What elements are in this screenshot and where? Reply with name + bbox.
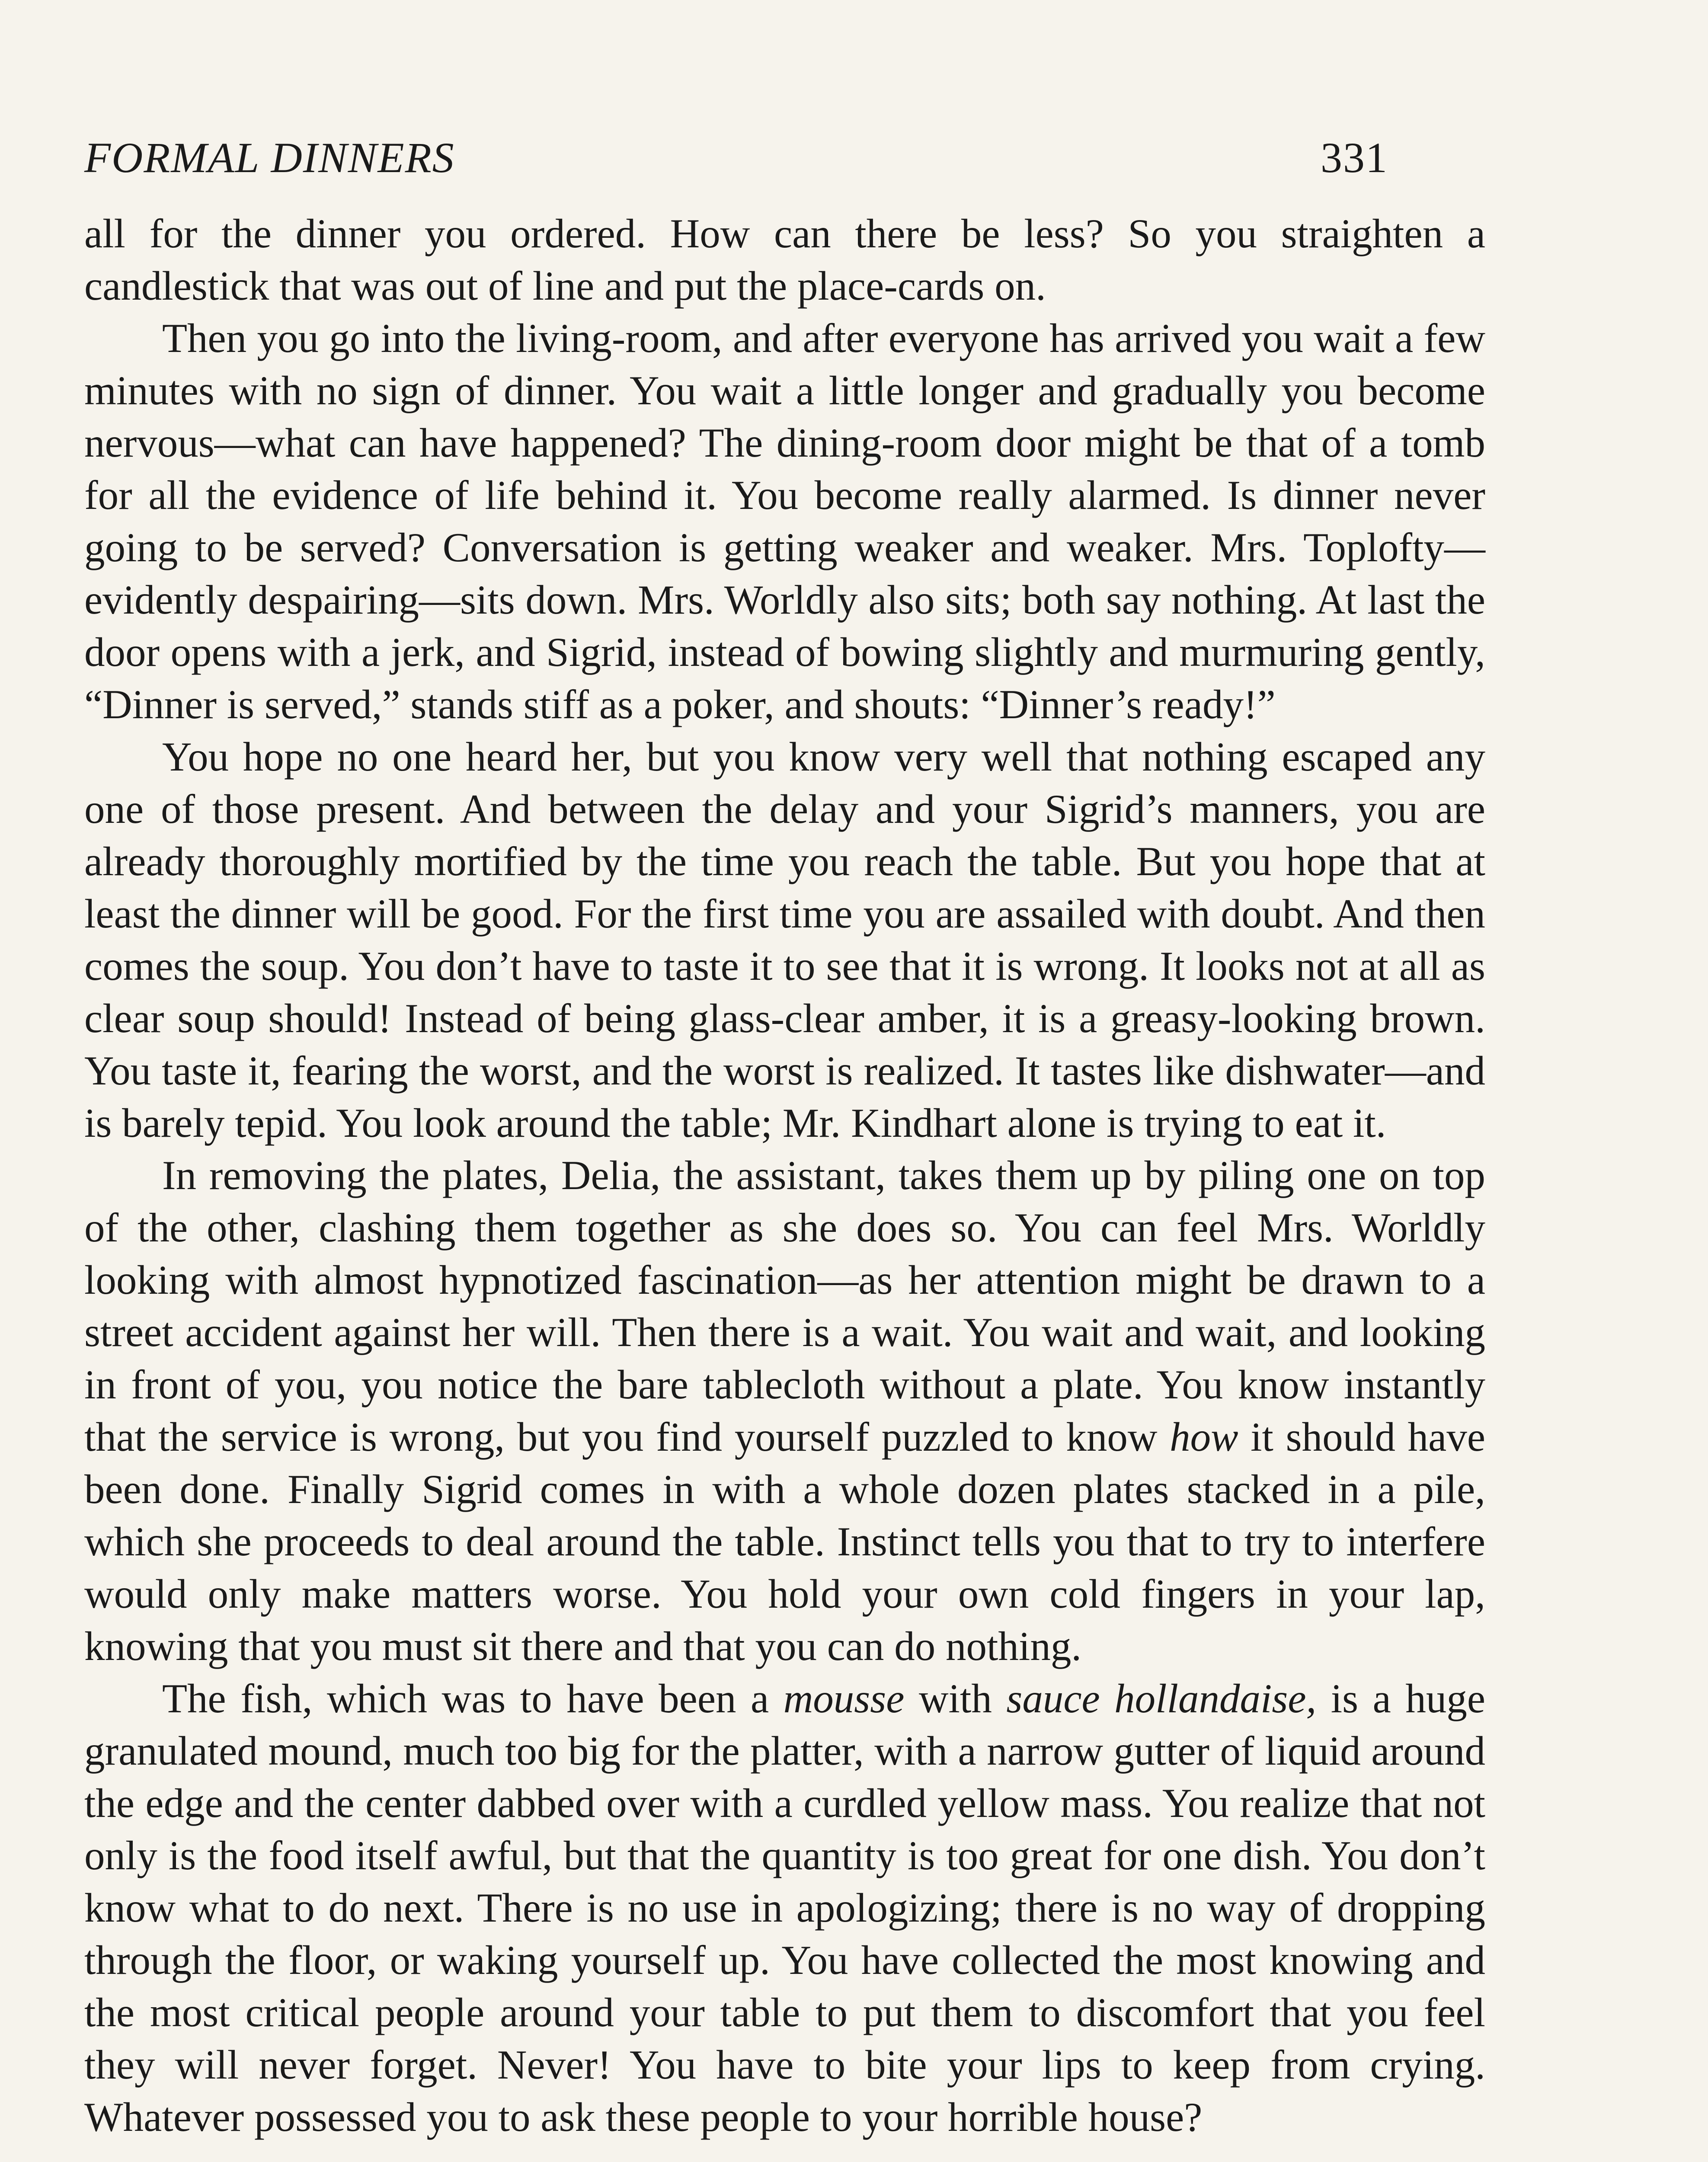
italic-text-run: mousse bbox=[783, 1676, 905, 1721]
paragraph bbox=[84, 1149, 1485, 1673]
text-run: Then you go into the living-room, and after everyone has arrived you wait a few minutes with no sign of dinner. You wait a little longer and gradually you become nervous—what can have happened? The dining-room door might be that of a tomb for all the evidence of life behind it. You become really alarmed. Is dinner never going to be served? Conversation is getting weaker and weaker. Mrs. Toplofty—evidently despairing—sits down. Mrs. Worldly also sits; both say nothing. At last the door opens with a jerk, and Sigrid, instead of bowing slightly and murmuring gently, “Dinner is served,” stands stiff as a poker, and shouts: “Dinner’s ready!” bbox=[84, 315, 1485, 727]
text-run: with bbox=[904, 1676, 1007, 1721]
text-run: it should have been done. Finally Sigrid comes in with a whole dozen plates stacked in a pile, which she proceeds to deal around the table. Instinct tells you that to try to interfere would only make matters worse. You hold your own cold fingers in your lap, knowing that you must sit there and that you can do nothing. bbox=[84, 1414, 1485, 1669]
body-text bbox=[84, 208, 1485, 2143]
paragraph bbox=[84, 312, 1485, 731]
text-run: The fish, which was to have been a bbox=[162, 1676, 784, 1721]
paragraph-continued bbox=[84, 208, 1485, 312]
italic-text-run: how bbox=[1170, 1414, 1238, 1460]
text-run: all for the dinner you ordered. How can there be less? So you straighten a candlestick that was out of line and put the place-cards on. bbox=[84, 211, 1485, 309]
text-run: is a huge granulated mound, much too big for the platter, with a narrow gutter of liquid around the edge and the center dabbed over with a curdled yellow mass. You realize that not only is the food itself awful, but that the quantity is too great for one dish. You don’t know what to do next. There is no use in apologizing; there is no way of dropping through the floor, or waking yourself up. You have collected the most knowing and the most critical people around your table to put them to discomfort that you feel they will never forget. Never! You have to bite your lips to keep from crying. Whatever possessed you to ask these people to your horrible house? bbox=[84, 1676, 1485, 2140]
section-title: FORMAL DINNERS bbox=[84, 134, 455, 182]
running-head bbox=[84, 125, 1388, 190]
paragraph bbox=[84, 731, 1485, 1149]
text-run: In removing the plates, Delia, the assistant, takes them up by piling one on top of the other, clashing them together as she does so. You can feel Mrs. Worldly looking with almost hypnotized fascination—as her attention might be drawn to a street accident against her will. Then there is a wait. You wait and wait, and looking in front of you, you notice the bare tablecloth without a plate. You know instantly that the service is wrong, but you find yourself puzzled to know bbox=[84, 1152, 1485, 1460]
paragraph bbox=[84, 1673, 1485, 2143]
text-run: You hope no one heard her, but you know very well that nothing escaped any one of those present. And between the delay and your Sigrid’s manners, you are already thoroughly mortified by the time you reach the table. But you hope that at least the dinner will be good. For the first time you are assailed with doubt. And then comes the soup. You don’t have to taste it to see that it is wrong. It looks not at all as clear soup should! Instead of being glass-clear amber, it is a greasy-looking brown. You taste it, fearing the worst, and the worst is realized. It tastes like dishwater—and is barely tepid. You look around the table; Mr. Kindhart alone is trying to eat it. bbox=[84, 734, 1485, 1146]
italic-text-run: sauce hollandaise, bbox=[1006, 1676, 1317, 1721]
page-number: 331 bbox=[1321, 134, 1388, 182]
